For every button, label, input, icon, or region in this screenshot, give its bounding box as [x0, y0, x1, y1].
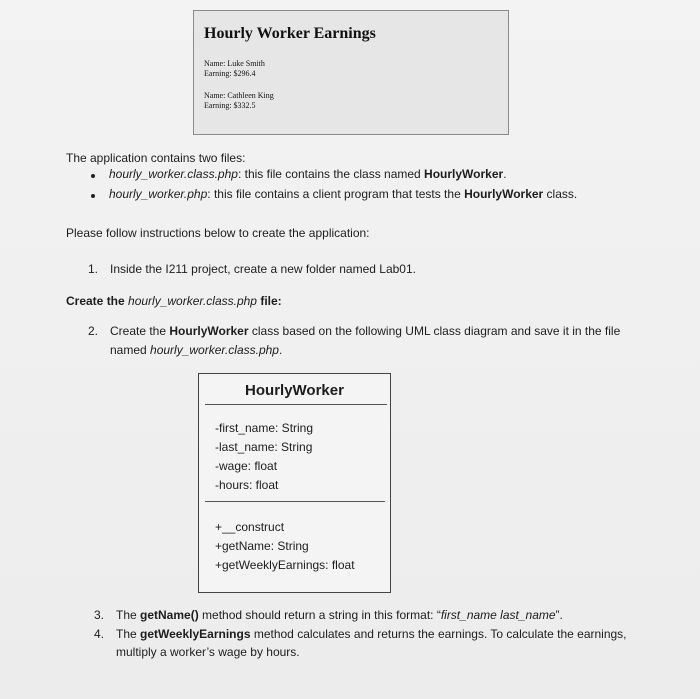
bullet-icon	[91, 194, 95, 198]
section-heading-post: file:	[256, 294, 282, 308]
step-1-number: 1.	[88, 262, 99, 276]
step-3-text	[116, 608, 563, 623]
uml-operation: +__construct	[215, 520, 285, 534]
intro-text: The application contains two files:	[66, 151, 246, 165]
bullet-icon	[91, 174, 95, 178]
uml-attributes	[215, 419, 313, 495]
file-item	[109, 187, 577, 202]
file-name: hourly_worker.class.php	[109, 167, 238, 181]
step-4-line-2: multiply a worker’s wage by hours.	[116, 645, 300, 659]
uml-class-name: HourlyWorker	[245, 382, 344, 399]
output-record	[204, 59, 265, 79]
uml-attribute: -last_name: String	[215, 440, 313, 454]
file-desc-end: .	[503, 167, 507, 181]
step-3-pre: The	[116, 608, 141, 622]
step-4-line-1	[116, 627, 627, 642]
step-2-post: class based on the following UML class diagram and save it in the file	[248, 324, 621, 338]
uml-divider	[205, 404, 387, 405]
step-2-line-2	[110, 343, 282, 358]
file-desc: : this file contains the class named	[237, 167, 425, 181]
instructions-heading: Please follow instructions below to create the application:	[66, 226, 370, 240]
section-heading	[66, 294, 282, 309]
file-item	[109, 167, 507, 182]
file-name: hourly_worker.php	[109, 187, 208, 201]
file-desc-end: class.	[543, 187, 578, 201]
uml-operation: +getWeeklyEarnings: float	[215, 558, 355, 572]
step-2-number: 2.	[88, 324, 99, 338]
step-4-post: method calculates and returns the earnings. To calculate the earnings,	[250, 627, 627, 641]
uml-attribute: -hours: float	[215, 478, 279, 492]
uml-divider	[205, 501, 385, 502]
record-name: Name: Cathleen King	[204, 91, 274, 100]
step-3-number: 3.	[94, 608, 105, 622]
sample-output-screenshot	[193, 10, 509, 135]
output-title: Hourly Worker Earnings	[204, 25, 376, 42]
record-name: Name: Luke Smith	[204, 59, 265, 68]
uml-class-diagram	[198, 373, 391, 593]
file-name: hourly_worker.class.php	[150, 343, 279, 357]
step-3-end: ”.	[555, 608, 563, 622]
step-3-post: method should return a string in this format: “	[198, 608, 441, 622]
file-desc: : this file contains a client program that tests the	[207, 187, 465, 201]
step-4-number: 4.	[94, 627, 105, 641]
uml-operations	[215, 518, 355, 575]
method-name: getName()	[140, 608, 199, 622]
output-record	[204, 91, 274, 111]
uml-operation: +getName: String	[215, 539, 309, 553]
name-format: first_name last_name	[440, 608, 556, 622]
step-4-pre: The	[116, 627, 141, 641]
step-2-pre: Create the	[110, 324, 170, 338]
step-2-line-1	[110, 324, 620, 339]
section-heading-pre: Create the	[66, 294, 129, 308]
step-2-line-2-post: .	[278, 343, 283, 357]
section-heading-file: hourly_worker.class.php	[128, 294, 257, 308]
class-name: HourlyWorker	[464, 187, 544, 201]
record-earning: Earning: $296.4	[204, 69, 256, 78]
uml-attribute: -first_name: String	[215, 421, 314, 435]
step-1-text: Inside the I211 project, create a new folder named Lab01.	[110, 262, 416, 276]
step-2-line-2-pre: named	[110, 343, 151, 357]
class-name: HourlyWorker	[169, 324, 249, 338]
method-name: getWeeklyEarnings	[140, 627, 251, 641]
uml-attribute: -wage: float	[215, 459, 278, 473]
record-earning: Earning: $332.5	[204, 101, 256, 110]
class-name: HourlyWorker	[424, 167, 504, 181]
